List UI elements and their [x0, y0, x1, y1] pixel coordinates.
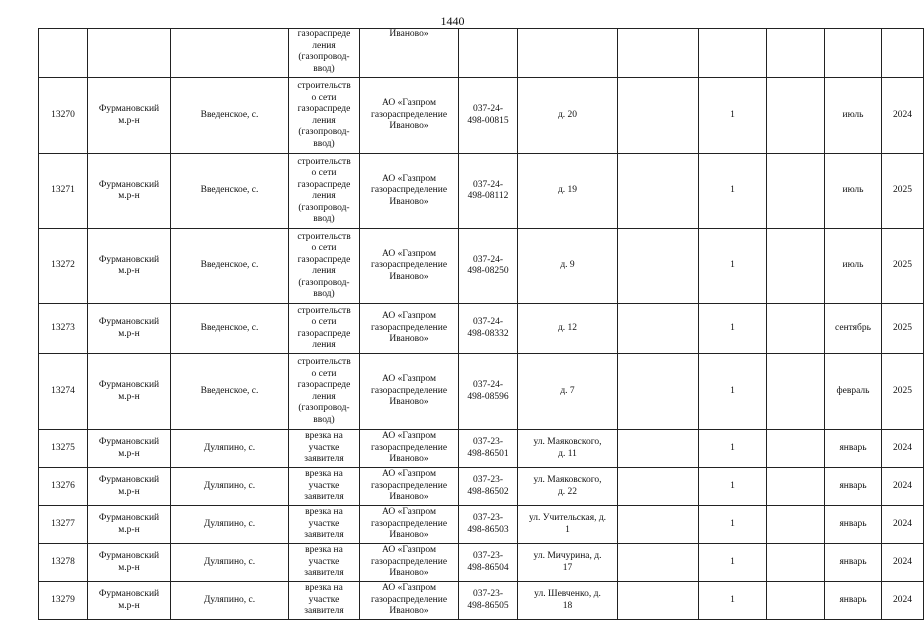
address-cell: ул. Маяковского, д. 22	[518, 468, 618, 506]
settlement-cell: Введенское, с.	[171, 354, 289, 430]
year-cell: 2025	[882, 354, 924, 430]
organization-cell: АО «Газпром газораспределение Иваново»	[360, 304, 459, 354]
empty-cell	[618, 430, 699, 468]
table-row	[39, 582, 924, 620]
table-row	[39, 544, 924, 582]
district-cell: Фурмановский м.р-н	[88, 468, 171, 506]
district-cell: Фурмановский м.р-н	[88, 544, 171, 582]
organization-cell: АО «Газпром газораспределение Иваново»	[360, 544, 459, 582]
empty-cell	[767, 582, 825, 620]
month-cell: февраль	[825, 354, 882, 430]
year-cell: 2025	[882, 229, 924, 304]
address-cell: д. 7	[518, 354, 618, 430]
application-code-cell: 037-24- 498-08250	[459, 229, 518, 304]
work-type-cell: строительств о сети газораспреде ления	[289, 304, 360, 354]
settlement-cell: Дуляпино, с.	[171, 582, 289, 620]
table-row	[39, 304, 924, 354]
organization-cell: АО «Газпром газораспределение Иваново»	[360, 78, 459, 154]
work-type-cell: врезка на участке заявителя	[289, 430, 360, 468]
organization-cell: АО «Газпром газораспределение Иваново»	[360, 229, 459, 304]
address-cell: д. 19	[518, 154, 618, 229]
organization-cell: АО «Газпром газораспределение Иваново»	[360, 468, 459, 506]
empty-cell	[618, 229, 699, 304]
settlement-cell: Дуляпино, с.	[171, 506, 289, 544]
settlement-cell: Введенское, с.	[171, 154, 289, 229]
row-number-cell: 13275	[39, 430, 88, 468]
empty-cell	[618, 506, 699, 544]
address-cell: ул. Шевченко, д. 18	[518, 582, 618, 620]
organization-cell: АО «Газпром газораспределение Иваново»	[360, 154, 459, 229]
table-row	[39, 468, 924, 506]
empty-cell	[767, 506, 825, 544]
settlement-cell: Введенское, с.	[171, 304, 289, 354]
quantity-cell: 1	[699, 506, 767, 544]
district-cell	[88, 29, 171, 78]
empty-cell	[618, 78, 699, 154]
row-number-cell	[39, 29, 88, 78]
empty-cell	[767, 78, 825, 154]
row-number-cell: 13276	[39, 468, 88, 506]
row-number-cell: 13273	[39, 304, 88, 354]
quantity-cell: 1	[699, 304, 767, 354]
application-code-cell: 037-23- 498-86502	[459, 468, 518, 506]
application-code-cell: 037-24- 498-08112	[459, 154, 518, 229]
application-code-cell: 037-23- 498-86503	[459, 506, 518, 544]
month-cell: январь	[825, 506, 882, 544]
table-row	[39, 154, 924, 229]
quantity-cell: 1	[699, 354, 767, 430]
month-cell: июль	[825, 229, 882, 304]
organization-cell: АО «Газпром газораспределение Иваново»	[360, 582, 459, 620]
application-code-cell: 037-23- 498-86504	[459, 544, 518, 582]
month-cell: январь	[825, 430, 882, 468]
year-cell	[882, 29, 924, 78]
empty-cell	[618, 154, 699, 229]
table-row	[39, 229, 924, 304]
work-type-cell: врезка на участке заявителя	[289, 506, 360, 544]
row-number-cell: 13277	[39, 506, 88, 544]
empty-cell	[767, 229, 825, 304]
empty-cell	[618, 544, 699, 582]
empty-cell	[767, 430, 825, 468]
work-type-cell: врезка на участке заявителя	[289, 544, 360, 582]
organization-cell: АО «Газпром газораспределение Иваново»	[360, 354, 459, 430]
row-number-cell: 13278	[39, 544, 88, 582]
empty-cell	[618, 354, 699, 430]
empty-cell	[618, 582, 699, 620]
district-cell: Фурмановский м.р-н	[88, 304, 171, 354]
settlement-cell: Дуляпино, с.	[171, 430, 289, 468]
application-code-cell: 037-24- 498-08596	[459, 354, 518, 430]
work-type-cell: врезка на участке заявителя	[289, 582, 360, 620]
settlement-cell: Дуляпино, с.	[171, 544, 289, 582]
row-number-cell: 13274	[39, 354, 88, 430]
month-cell: январь	[825, 544, 882, 582]
table-row	[39, 430, 924, 468]
empty-cell	[767, 304, 825, 354]
organization-cell: Иваново»	[360, 29, 459, 78]
month-cell	[825, 29, 882, 78]
quantity-cell: 1	[699, 582, 767, 620]
empty-cell	[767, 29, 825, 78]
empty-cell	[767, 354, 825, 430]
month-cell: июль	[825, 78, 882, 154]
address-cell: д. 12	[518, 304, 618, 354]
year-cell: 2024	[882, 544, 924, 582]
year-cell: 2024	[882, 506, 924, 544]
settlement-cell: Введенское, с.	[171, 229, 289, 304]
work-type-cell: строительств о сети газораспреде ления (газопровод- ввод)	[289, 154, 360, 229]
address-cell: д. 9	[518, 229, 618, 304]
district-cell: Фурмановский м.р-н	[88, 506, 171, 544]
gas-connection-registry-table	[38, 28, 924, 620]
quantity-cell	[699, 29, 767, 78]
address-cell: д. 20	[518, 78, 618, 154]
work-type-cell: врезка на участке заявителя	[289, 468, 360, 506]
settlement-cell: Введенское, с.	[171, 78, 289, 154]
year-cell: 2024	[882, 78, 924, 154]
table-row	[39, 506, 924, 544]
table-row	[39, 78, 924, 154]
empty-cell	[618, 304, 699, 354]
year-cell: 2024	[882, 582, 924, 620]
year-cell: 2024	[882, 430, 924, 468]
settlement-cell	[171, 29, 289, 78]
application-code-cell: 037-24- 498-00815	[459, 78, 518, 154]
empty-cell	[767, 544, 825, 582]
month-cell: июль	[825, 154, 882, 229]
application-code-cell: 037-24- 498-08332	[459, 304, 518, 354]
quantity-cell: 1	[699, 229, 767, 304]
quantity-cell: 1	[699, 154, 767, 229]
month-cell: сентябрь	[825, 304, 882, 354]
application-code-cell: 037-23- 498-86501	[459, 430, 518, 468]
empty-cell	[767, 154, 825, 229]
row-number-cell: 13270	[39, 78, 88, 154]
month-cell: январь	[825, 582, 882, 620]
work-type-cell: строительств о сети газораспреде ления (газопровод- ввод)	[289, 229, 360, 304]
page-number: 1440	[440, 14, 465, 28]
year-cell: 2024	[882, 468, 924, 506]
district-cell: Фурмановский м.р-н	[88, 229, 171, 304]
district-cell: Фурмановский м.р-н	[88, 430, 171, 468]
district-cell: Фурмановский м.р-н	[88, 154, 171, 229]
organization-cell: АО «Газпром газораспределение Иваново»	[360, 430, 459, 468]
application-code-cell: 037-23- 498-86505	[459, 582, 518, 620]
quantity-cell: 1	[699, 468, 767, 506]
address-cell: ул. Мичурина, д. 17	[518, 544, 618, 582]
address-cell: ул. Учительская, д. 1	[518, 506, 618, 544]
row-number-cell: 13272	[39, 229, 88, 304]
empty-cell	[618, 468, 699, 506]
quantity-cell: 1	[699, 78, 767, 154]
district-cell: Фурмановский м.р-н	[88, 582, 171, 620]
work-type-cell: строительств о сети газораспреде ления (газопровод- ввод)	[289, 78, 360, 154]
address-cell	[518, 29, 618, 78]
quantity-cell: 1	[699, 430, 767, 468]
district-cell: Фурмановский м.р-н	[88, 354, 171, 430]
year-cell: 2025	[882, 304, 924, 354]
district-cell: Фурмановский м.р-н	[88, 78, 171, 154]
month-cell: январь	[825, 468, 882, 506]
quantity-cell: 1	[699, 544, 767, 582]
table-row-continuation	[39, 29, 924, 78]
organization-cell: АО «Газпром газораспределение Иваново»	[360, 506, 459, 544]
work-type-cell: строительств о сети газораспреде ления (газопровод- ввод)	[289, 354, 360, 430]
empty-cell	[618, 29, 699, 78]
work-type-cell: газораспреде ления (газопровод- ввод)	[289, 29, 360, 78]
address-cell: ул. Маяковского, д. 11	[518, 430, 618, 468]
row-number-cell: 13279	[39, 582, 88, 620]
year-cell: 2025	[882, 154, 924, 229]
empty-cell	[767, 468, 825, 506]
application-code-cell	[459, 29, 518, 78]
settlement-cell: Дуляпино, с.	[171, 468, 289, 506]
row-number-cell: 13271	[39, 154, 88, 229]
table-row	[39, 354, 924, 430]
